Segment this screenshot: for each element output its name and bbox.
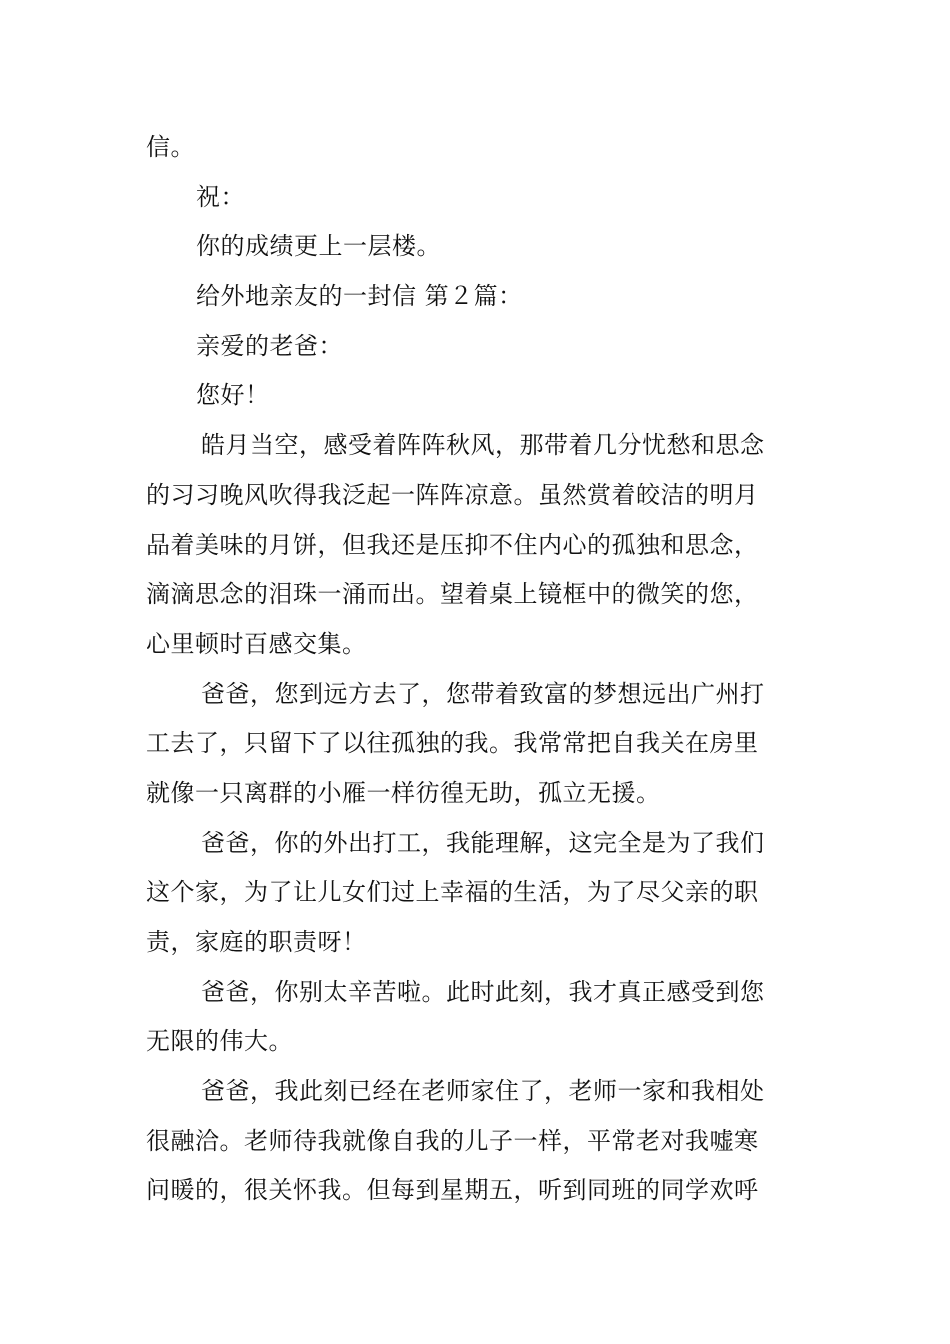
text-line: 信。 [146, 133, 195, 161]
text-line: 就像一只离群的小雁一样彷徨无助，孤立无援。 [146, 778, 661, 807]
text-line: 品着美味的月饼，但我还是压抑不住内心的孤独和思念， [146, 530, 759, 559]
text-line: 祝： [196, 182, 245, 211]
section-heading: 给外地亲友的一封信 第２篇： [196, 282, 523, 311]
text-line: 你的成绩更上一层楼。 [196, 232, 441, 261]
text-line: 工去了，只留下了以往孤独的我。我常常把自我关在房里 [146, 729, 759, 758]
text-line: 责，家庭的职责呀！ [146, 928, 367, 956]
text-line: 问暖的，很关怀我。但每到星期五，听到同班的同学欢呼 [146, 1176, 759, 1205]
text-line: 这个家，为了让儿女们过上幸福的生活，为了尽父亲的职 [146, 878, 759, 907]
text-line: 爸爸，你的外出打工，我能理解，这完全是为了我们 [201, 828, 765, 857]
text-line: 无限的伟大。 [146, 1027, 293, 1056]
text-line: 很融洽。老师待我就像自我的儿子一样，平常老对我嘘寒 [146, 1126, 759, 1155]
text-line: 皓月当空，感受着阵阵秋风，那带着几分忧愁和思念 [201, 431, 765, 460]
letter-body [146, 123, 806, 1216]
salutation: 亲爱的老爸： [196, 331, 343, 360]
text-line: 爸爸，我此刻已经在老师家住了，老师一家和我相处 [201, 1077, 765, 1106]
text-line: 滴滴思念的泪珠一涌而出。望着桌上镜框中的微笑的您， [146, 580, 759, 609]
text-line: 心里顿时百感交集。 [146, 629, 367, 658]
text-line: 的习习晚风吹得我泛起一阵阵凉意。虽然赏着皎洁的明月 [146, 480, 759, 509]
greeting: 您好！ [196, 381, 270, 410]
text-line: 爸爸，您到远方去了，您带着致富的梦想远出广州打 [201, 679, 765, 708]
text-line: 爸爸，你别太辛苦啦。此时此刻，我才真正感受到您 [201, 977, 765, 1006]
